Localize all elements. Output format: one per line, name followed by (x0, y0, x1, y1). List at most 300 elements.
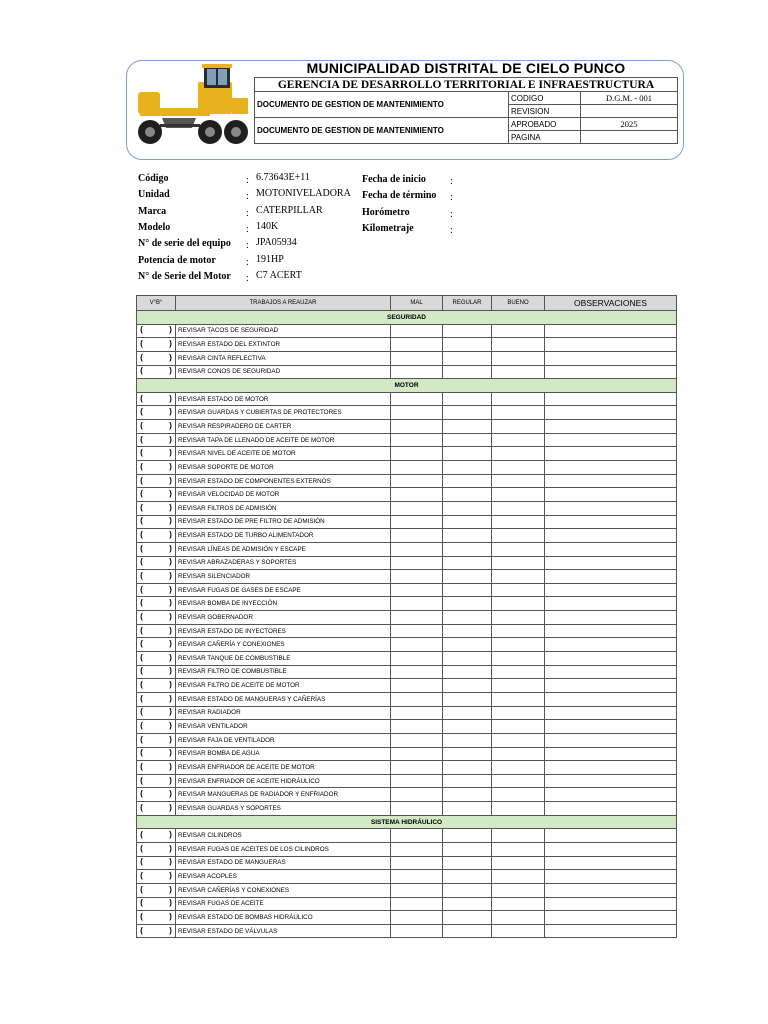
section-title: MOTOR (137, 379, 677, 393)
approval-checkbox[interactable]: ( ) (137, 324, 176, 338)
mal-cell[interactable] (391, 870, 443, 884)
task-label: REVISAR VENTILADOR (176, 720, 391, 734)
observaciones-cell[interactable] (545, 406, 677, 420)
approval-checkbox[interactable]: ( ) (137, 597, 176, 611)
regular-cell[interactable] (443, 761, 492, 775)
approval-checkbox[interactable]: ( ) (137, 802, 176, 816)
mal-cell[interactable] (391, 692, 443, 706)
observaciones-cell[interactable] (545, 638, 677, 652)
bueno-cell[interactable] (492, 365, 545, 379)
task-label: REVISAR ESTADO DE INYECTORES (176, 624, 391, 638)
approval-checkbox[interactable]: ( ) (137, 474, 176, 488)
info-colon: : (246, 272, 249, 284)
approval-checkbox[interactable]: ( ) (137, 392, 176, 406)
task-label: REVISAR FILTRO DE COMBUSTIBLE (176, 665, 391, 679)
regular-cell[interactable] (443, 652, 492, 666)
observaciones-cell[interactable] (545, 433, 677, 447)
col-header-observaciones: OBSERVACIONES (545, 296, 677, 311)
checklist-row (137, 420, 677, 434)
observaciones-cell[interactable] (545, 474, 677, 488)
mal-cell[interactable] (391, 883, 443, 897)
checklist-row (137, 679, 677, 693)
bueno-cell[interactable] (492, 733, 545, 747)
bueno-cell[interactable] (492, 856, 545, 870)
task-label: REVISAR ESTADO DE MANGUERAS (176, 856, 391, 870)
observaciones-cell[interactable] (545, 692, 677, 706)
bueno-cell[interactable] (492, 883, 545, 897)
checklist-row (137, 652, 677, 666)
checklist-row (137, 638, 677, 652)
bueno-cell[interactable] (492, 515, 545, 529)
bueno-cell[interactable] (492, 611, 545, 625)
task-label: REVISAR ESTADO DE COMPONENTES EXTERNOS (176, 474, 391, 488)
approval-checkbox[interactable]: ( ) (137, 679, 176, 693)
observaciones-cell[interactable] (545, 870, 677, 884)
bueno-cell[interactable] (492, 447, 545, 461)
bueno-cell[interactable] (492, 774, 545, 788)
approval-checkbox[interactable]: ( ) (137, 897, 176, 911)
observaciones-cell[interactable] (545, 856, 677, 870)
regular-cell[interactable] (443, 529, 492, 543)
observaciones-cell[interactable] (545, 665, 677, 679)
mal-cell[interactable] (391, 338, 443, 352)
bueno-cell[interactable] (492, 529, 545, 543)
info-colon: : (450, 224, 453, 236)
regular-cell[interactable] (443, 556, 492, 570)
observaciones-cell[interactable] (545, 897, 677, 911)
info-value: 6.73643E+11 (256, 172, 310, 183)
observaciones-cell[interactable] (545, 911, 677, 925)
observaciones-cell[interactable] (545, 829, 677, 843)
task-label: REVISAR FUGAS DE ACEITES DE LOS CILINDROS (176, 842, 391, 856)
bueno-cell[interactable] (492, 747, 545, 761)
mal-cell[interactable] (391, 665, 443, 679)
mal-cell[interactable] (391, 556, 443, 570)
mal-cell[interactable] (391, 365, 443, 379)
regular-cell[interactable] (443, 883, 492, 897)
task-label: REVISAR CILINDROS (176, 829, 391, 843)
mal-cell[interactable] (391, 515, 443, 529)
section-row (137, 815, 677, 829)
approval-checkbox[interactable]: ( ) (137, 542, 176, 556)
checklist-row (137, 529, 677, 543)
document-title-2: DOCUMENTO DE GESTION DE MANTENIMIENTO (255, 118, 509, 144)
checklist-row (137, 542, 677, 556)
observaciones-cell[interactable] (545, 720, 677, 734)
task-label: REVISAR ENFRIADOR DE ACEITE DE MOTOR (176, 761, 391, 775)
regular-cell[interactable] (443, 501, 492, 515)
observaciones-cell[interactable] (545, 624, 677, 638)
observaciones-cell[interactable] (545, 542, 677, 556)
regular-cell[interactable] (443, 583, 492, 597)
bueno-cell[interactable] (492, 679, 545, 693)
checklist-row (137, 624, 677, 638)
mal-cell[interactable] (391, 611, 443, 625)
approval-checkbox[interactable]: ( ) (137, 461, 176, 475)
approval-checkbox[interactable]: ( ) (137, 924, 176, 938)
bueno-cell[interactable] (492, 911, 545, 925)
approval-checkbox[interactable]: ( ) (137, 529, 176, 543)
regular-cell[interactable] (443, 406, 492, 420)
mal-cell[interactable] (391, 842, 443, 856)
task-label: REVISAR ESTADO DE MANGUERAS Y CAÑERÍAS (176, 692, 391, 706)
regular-cell[interactable] (443, 747, 492, 761)
approval-checkbox[interactable]: ( ) (137, 420, 176, 434)
checklist-row (137, 474, 677, 488)
mal-cell[interactable] (391, 406, 443, 420)
regular-cell[interactable] (443, 365, 492, 379)
mal-cell[interactable] (391, 679, 443, 693)
info-label: Kilometraje (362, 222, 414, 234)
observaciones-cell[interactable] (545, 515, 677, 529)
regular-cell[interactable] (443, 638, 492, 652)
observaciones-cell[interactable] (545, 338, 677, 352)
approval-checkbox[interactable]: ( ) (137, 338, 176, 352)
approval-checkbox[interactable]: ( ) (137, 788, 176, 802)
bueno-cell[interactable] (492, 392, 545, 406)
regular-cell[interactable] (443, 924, 492, 938)
checklist-row (137, 556, 677, 570)
checklist-row (137, 501, 677, 515)
approval-checkbox[interactable]: ( ) (137, 406, 176, 420)
approval-checkbox[interactable]: ( ) (137, 856, 176, 870)
observaciones-cell[interactable] (545, 461, 677, 475)
bueno-cell[interactable] (492, 802, 545, 816)
bueno-cell[interactable] (492, 597, 545, 611)
bueno-cell[interactable] (492, 788, 545, 802)
bueno-cell[interactable] (492, 488, 545, 502)
mal-cell[interactable] (391, 351, 443, 365)
regular-cell[interactable] (443, 665, 492, 679)
approval-checkbox[interactable]: ( ) (137, 515, 176, 529)
mal-cell[interactable] (391, 802, 443, 816)
checklist-row (137, 433, 677, 447)
approval-checkbox[interactable]: ( ) (137, 638, 176, 652)
regular-cell[interactable] (443, 720, 492, 734)
mal-cell[interactable] (391, 324, 443, 338)
task-label: REVISAR ESTADO DE VÁLVULAS (176, 924, 391, 938)
mal-cell[interactable] (391, 856, 443, 870)
bueno-cell[interactable] (492, 338, 545, 352)
bueno-cell[interactable] (492, 706, 545, 720)
observaciones-cell[interactable] (545, 529, 677, 543)
task-label: REVISAR ABRAZADERAS Y SOPORTES (176, 556, 391, 570)
revision-value (581, 105, 678, 118)
approval-checkbox[interactable]: ( ) (137, 747, 176, 761)
task-label: REVISAR GUARDAS Y CUBIERTAS DE PROTECTORES (176, 406, 391, 420)
regular-cell[interactable] (443, 624, 492, 638)
bueno-cell[interactable] (492, 461, 545, 475)
observaciones-cell[interactable] (545, 488, 677, 502)
checklist-row (137, 802, 677, 816)
approval-checkbox[interactable]: ( ) (137, 556, 176, 570)
approval-checkbox[interactable]: ( ) (137, 583, 176, 597)
regular-cell[interactable] (443, 856, 492, 870)
observaciones-cell[interactable] (545, 652, 677, 666)
info-colon: : (450, 176, 453, 187)
observaciones-cell[interactable] (545, 761, 677, 775)
mal-cell[interactable] (391, 788, 443, 802)
approval-checkbox[interactable]: ( ) (137, 624, 176, 638)
regular-cell[interactable] (443, 570, 492, 584)
mal-cell[interactable] (391, 897, 443, 911)
bueno-cell[interactable] (492, 406, 545, 420)
motor-grader-image (134, 62, 252, 152)
task-label: REVISAR TACOS DE SEGURIDAD (176, 324, 391, 338)
maintenance-checklist (136, 295, 677, 938)
checklist-row (137, 897, 677, 911)
approval-checkbox[interactable]: ( ) (137, 351, 176, 365)
regular-cell[interactable] (443, 897, 492, 911)
approval-checkbox[interactable]: ( ) (137, 501, 176, 515)
task-label: REVISAR CAÑERÍA Y CONEXIONES (176, 638, 391, 652)
checklist-row (137, 515, 677, 529)
observaciones-cell[interactable] (545, 570, 677, 584)
regular-cell[interactable] (443, 447, 492, 461)
task-label: REVISAR SOPORTE DE MOTOR (176, 461, 391, 475)
observaciones-cell[interactable] (545, 733, 677, 747)
regular-cell[interactable] (443, 870, 492, 884)
regular-cell[interactable] (443, 433, 492, 447)
mal-cell[interactable] (391, 924, 443, 938)
approval-checkbox[interactable]: ( ) (137, 870, 176, 884)
task-label: REVISAR CINTA REFLECTIVA (176, 351, 391, 365)
observaciones-cell[interactable] (545, 774, 677, 788)
bueno-cell[interactable] (492, 351, 545, 365)
checklist-row (137, 324, 677, 338)
regular-cell[interactable] (443, 911, 492, 925)
observaciones-cell[interactable] (545, 747, 677, 761)
approval-checkbox[interactable]: ( ) (137, 433, 176, 447)
bueno-cell[interactable] (492, 692, 545, 706)
regular-cell[interactable] (443, 679, 492, 693)
bueno-cell[interactable] (492, 870, 545, 884)
mal-cell[interactable] (391, 829, 443, 843)
checklist-row (137, 570, 677, 584)
regular-cell[interactable] (443, 474, 492, 488)
task-label: REVISAR SILENCIADOR (176, 570, 391, 584)
approval-checkbox[interactable]: ( ) (137, 652, 176, 666)
task-label: REVISAR ESTADO DE PRE FILTRO DE ADMISIÓN (176, 515, 391, 529)
observaciones-cell[interactable] (545, 447, 677, 461)
regular-cell[interactable] (443, 351, 492, 365)
checklist-row (137, 447, 677, 461)
checklist-row (137, 365, 677, 379)
approval-checkbox[interactable]: ( ) (137, 911, 176, 925)
mal-cell[interactable] (391, 706, 443, 720)
observaciones-cell[interactable] (545, 679, 677, 693)
mal-cell[interactable] (391, 733, 443, 747)
approval-checkbox[interactable]: ( ) (137, 365, 176, 379)
checklist-row (137, 488, 677, 502)
regular-cell[interactable] (443, 392, 492, 406)
mal-cell[interactable] (391, 624, 443, 638)
regular-cell[interactable] (443, 338, 492, 352)
approval-checkbox[interactable]: ( ) (137, 692, 176, 706)
regular-cell[interactable] (443, 829, 492, 843)
task-label: REVISAR VELOCIDAD DE MOTOR (176, 488, 391, 502)
approval-checkbox[interactable]: ( ) (137, 842, 176, 856)
bueno-cell[interactable] (492, 638, 545, 652)
info-colon: : (450, 208, 453, 220)
observaciones-cell[interactable] (545, 392, 677, 406)
checklist-row (137, 406, 677, 420)
observaciones-cell[interactable] (545, 501, 677, 515)
mal-cell[interactable] (391, 597, 443, 611)
task-label: REVISAR BOMBA DE AGUA (176, 747, 391, 761)
mal-cell[interactable] (391, 542, 443, 556)
regular-cell[interactable] (443, 774, 492, 788)
task-label: REVISAR FUGAS DE GASES DE ESCAPE (176, 583, 391, 597)
bueno-cell[interactable] (492, 474, 545, 488)
regular-cell[interactable] (443, 488, 492, 502)
observaciones-cell[interactable] (545, 802, 677, 816)
task-label: REVISAR FILTROS DE ADMISIÓN (176, 501, 391, 515)
checklist-row (137, 733, 677, 747)
approval-checkbox[interactable]: ( ) (137, 761, 176, 775)
info-label: Horómetro (362, 206, 410, 218)
bueno-cell[interactable] (492, 761, 545, 775)
checklist-row (137, 911, 677, 925)
task-label: REVISAR NIVEL DE ACEITE DE MOTOR (176, 447, 391, 461)
mal-cell[interactable] (391, 720, 443, 734)
observaciones-cell[interactable] (545, 365, 677, 379)
task-label: REVISAR RESPIRADERO DE CARTER (176, 420, 391, 434)
approval-checkbox[interactable]: ( ) (137, 611, 176, 625)
observaciones-cell[interactable] (545, 842, 677, 856)
bueno-cell[interactable] (492, 570, 545, 584)
approval-checkbox[interactable]: ( ) (137, 488, 176, 502)
observaciones-cell[interactable] (545, 597, 677, 611)
mal-cell[interactable] (391, 529, 443, 543)
regular-cell[interactable] (443, 597, 492, 611)
approval-checkbox[interactable]: ( ) (137, 829, 176, 843)
approval-checkbox[interactable]: ( ) (137, 570, 176, 584)
bueno-cell[interactable] (492, 924, 545, 938)
approval-checkbox[interactable]: ( ) (137, 883, 176, 897)
bueno-cell[interactable] (492, 556, 545, 570)
info-label: Fecha de término (362, 190, 437, 202)
info-label: Fecha de inicio (362, 174, 426, 185)
observaciones-cell[interactable] (545, 706, 677, 720)
checklist-row (137, 870, 677, 884)
mal-cell[interactable] (391, 447, 443, 461)
codigo-value: D.G.M. - 001 (581, 92, 678, 105)
regular-cell[interactable] (443, 420, 492, 434)
info-value: JPA05934 (256, 237, 297, 249)
section-title: SISTEMA HIDRÁULICO (137, 815, 677, 829)
task-label: REVISAR CONOS DE SEGURIDAD (176, 365, 391, 379)
regular-cell[interactable] (443, 515, 492, 529)
col-header-vb: V°B° (137, 296, 176, 311)
observaciones-cell[interactable] (545, 324, 677, 338)
bueno-cell[interactable] (492, 501, 545, 515)
regular-cell[interactable] (443, 733, 492, 747)
info-value: 191HP (256, 253, 284, 265)
aprobado-label: APROBADO (509, 118, 581, 131)
bueno-cell[interactable] (492, 720, 545, 734)
approval-checkbox[interactable]: ( ) (137, 720, 176, 734)
regular-cell[interactable] (443, 611, 492, 625)
document-header-table (254, 77, 678, 144)
mal-cell[interactable] (391, 774, 443, 788)
mal-cell[interactable] (391, 501, 443, 515)
observaciones-cell[interactable] (545, 556, 677, 570)
mal-cell[interactable] (391, 488, 443, 502)
observaciones-cell[interactable] (545, 788, 677, 802)
approval-checkbox[interactable]: ( ) (137, 733, 176, 747)
task-label: REVISAR ENFRIADOR DE ACEITE HIDRÁULICO (176, 774, 391, 788)
municipality-title: MUNICIPALIDAD DISTRITAL DE CIELO PUNCO (306, 60, 626, 76)
mal-cell[interactable] (391, 461, 443, 475)
bueno-cell[interactable] (492, 420, 545, 434)
mal-cell[interactable] (391, 392, 443, 406)
approval-checkbox[interactable]: ( ) (137, 665, 176, 679)
section-title: SEGURIDAD (137, 311, 677, 325)
approval-checkbox[interactable]: ( ) (137, 706, 176, 720)
regular-cell[interactable] (443, 692, 492, 706)
bueno-cell[interactable] (492, 542, 545, 556)
info-label: N° de Serie del Motor (138, 270, 231, 282)
regular-cell[interactable] (443, 842, 492, 856)
bueno-cell[interactable] (492, 652, 545, 666)
task-label: REVISAR BOMBA DE INYECCIÓN (176, 597, 391, 611)
regular-cell[interactable] (443, 542, 492, 556)
approval-checkbox[interactable]: ( ) (137, 774, 176, 788)
mal-cell[interactable] (391, 911, 443, 925)
observaciones-cell[interactable] (545, 583, 677, 597)
department-title: GERENCIA DE DESARROLLO TERRITORIAL E INFRAESTRUCTURA (255, 78, 678, 92)
regular-cell[interactable] (443, 802, 492, 816)
task-label: REVISAR ESTADO DE BOMBAS HIDRÁULICO (176, 911, 391, 925)
mal-cell[interactable] (391, 474, 443, 488)
mal-cell[interactable] (391, 570, 443, 584)
bueno-cell[interactable] (492, 842, 545, 856)
col-header-regular: REGULAR (443, 296, 492, 311)
mal-cell[interactable] (391, 652, 443, 666)
mal-cell[interactable] (391, 583, 443, 597)
regular-cell[interactable] (443, 788, 492, 802)
mal-cell[interactable] (391, 638, 443, 652)
observaciones-cell[interactable] (545, 611, 677, 625)
approval-checkbox[interactable]: ( ) (137, 447, 176, 461)
mal-cell[interactable] (391, 420, 443, 434)
bueno-cell[interactable] (492, 624, 545, 638)
observaciones-cell[interactable] (545, 420, 677, 434)
regular-cell[interactable] (443, 706, 492, 720)
bueno-cell[interactable] (492, 897, 545, 911)
observaciones-cell[interactable] (545, 351, 677, 365)
task-label: REVISAR FAJA DE VENTILADOR (176, 733, 391, 747)
regular-cell[interactable] (443, 461, 492, 475)
bueno-cell[interactable] (492, 324, 545, 338)
observaciones-cell[interactable] (545, 924, 677, 938)
observaciones-cell[interactable] (545, 883, 677, 897)
section-row (137, 311, 677, 325)
checklist-row (137, 461, 677, 475)
task-label: REVISAR ACOPLES (176, 870, 391, 884)
mal-cell[interactable] (391, 747, 443, 761)
bueno-cell[interactable] (492, 665, 545, 679)
regular-cell[interactable] (443, 324, 492, 338)
bueno-cell[interactable] (492, 829, 545, 843)
mal-cell[interactable] (391, 433, 443, 447)
bueno-cell[interactable] (492, 433, 545, 447)
col-header-bueno: BUENO (492, 296, 545, 311)
bueno-cell[interactable] (492, 583, 545, 597)
info-colon: : (246, 207, 249, 219)
mal-cell[interactable] (391, 761, 443, 775)
